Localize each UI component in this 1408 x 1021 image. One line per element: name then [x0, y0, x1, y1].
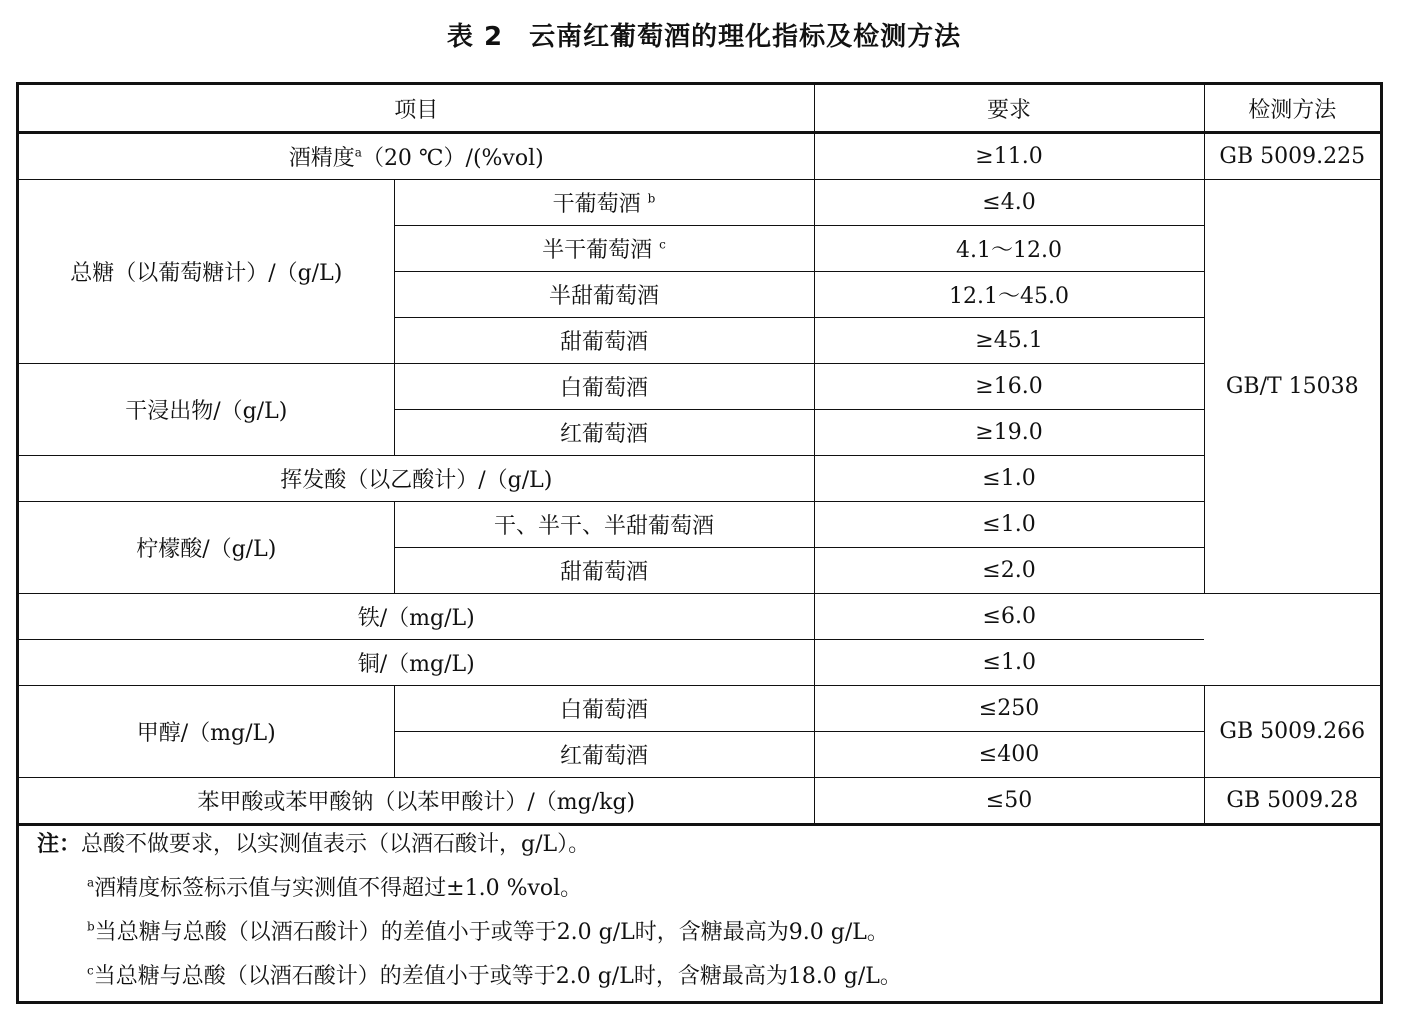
- footnote-marker: c: [87, 963, 94, 978]
- footnote-marker: a: [354, 145, 362, 160]
- sugar-label: 总糖（以葡萄糖计）/（g/L): [19, 180, 394, 364]
- sugar-sweet-sub: 甜葡萄酒: [394, 318, 814, 364]
- sugar-semi-sweet-sub: 半甜葡萄酒: [394, 272, 814, 318]
- extract-red-sub: 红葡萄酒: [394, 410, 814, 456]
- extract-white-requirement: ≥16.0: [814, 364, 1204, 410]
- sugar-dry-requirement: ≤4.0: [814, 180, 1204, 226]
- table-row: [19, 502, 1380, 548]
- alcohol-requirement: ≥11.0: [814, 133, 1204, 180]
- table-row: [19, 133, 1380, 180]
- sugar-sweet-requirement: ≥45.1: [814, 318, 1204, 364]
- table-row: [19, 594, 1380, 640]
- table-row: [19, 686, 1380, 732]
- alcohol-label-unit: （20 ℃）/(%vol): [361, 146, 544, 171]
- sugar-semi-dry-sub: [394, 226, 814, 272]
- table-row: [19, 456, 1380, 502]
- methanol-method: GB 5009.266: [1204, 686, 1380, 778]
- sugar-dry-sub: [394, 180, 814, 226]
- iron-requirement: ≤6.0: [814, 594, 1204, 640]
- copper-label: 铜/（mg/L): [19, 640, 814, 686]
- note-main-text: 总酸不做要求，以实测值表示（以酒石酸计，g/L）。: [81, 832, 591, 857]
- spec-table-frame: [16, 82, 1383, 1004]
- citric-dry-semi-requirement: ≤1.0: [814, 502, 1204, 548]
- volatile-acid-label: 挥发酸（以乙酸计）/（g/L): [19, 456, 814, 502]
- spec-table: [19, 85, 1380, 826]
- note-c: [19, 955, 1380, 999]
- citric-sweet-requirement: ≤2.0: [814, 548, 1204, 594]
- sub-label-text: 干葡萄酒: [552, 192, 641, 217]
- sub-label-text: 半干葡萄酒: [542, 238, 653, 263]
- benzoic-method: GB 5009.28: [1204, 778, 1380, 825]
- table-notes: [19, 823, 1380, 999]
- iron-label: 铁/（mg/L): [19, 594, 814, 640]
- sugar-semi-sweet-requirement: 12.1～45.0: [814, 272, 1204, 318]
- methanol-white-sub: 白葡萄酒: [394, 686, 814, 732]
- footnote-marker: b: [87, 919, 95, 934]
- methanol-label: 甲醇/（mg/L): [19, 686, 394, 778]
- note-main: [19, 823, 1380, 867]
- methanol-white-requirement: ≤250: [814, 686, 1204, 732]
- citric-sweet-sub: 甜葡萄酒: [394, 548, 814, 594]
- copper-requirement: ≤1.0: [814, 640, 1204, 686]
- extract-white-sub: 白葡萄酒: [394, 364, 814, 410]
- methanol-red-sub: 红葡萄酒: [394, 732, 814, 778]
- header-item: 项目: [19, 85, 814, 133]
- sugar-semi-dry-requirement: 4.1～12.0: [814, 226, 1204, 272]
- footnote-marker: b: [647, 191, 656, 206]
- table-row: [19, 640, 1380, 686]
- table-row: [19, 778, 1380, 825]
- table-row: [19, 364, 1380, 410]
- note-a-text: 酒精度标签标示值与实测值不得超过±1.0 %vol。: [94, 876, 583, 901]
- note-a: [19, 867, 1380, 911]
- benzoic-label: 苯甲酸或苯甲酸钠（以苯甲酸计）/（mg/kg): [19, 778, 814, 825]
- note-label: 注：: [37, 832, 82, 857]
- table-row: [19, 180, 1380, 226]
- citric-dry-semi-sub: 干、半干、半甜葡萄酒: [394, 502, 814, 548]
- footnote-marker: a: [87, 875, 95, 890]
- alcohol-label-text: 酒精度: [288, 146, 355, 171]
- header-requirement: 要求: [814, 85, 1204, 133]
- table-title: [0, 16, 1408, 53]
- alcohol-label: [19, 133, 814, 180]
- note-c-text: 当总糖与总酸（以酒石酸计）的差值小于或等于2.0 g/L时，含糖最高为18.0 g/L。: [93, 964, 902, 989]
- alcohol-method: GB 5009.225: [1204, 133, 1380, 180]
- footnote-marker: c: [659, 237, 666, 252]
- citric-label: 柠檬酸/（g/L): [19, 502, 394, 594]
- table-number: 表 2: [446, 22, 504, 52]
- shared-method: GB/T 15038: [1204, 180, 1380, 594]
- note-b: [19, 911, 1380, 955]
- extract-label: 干浸出物/（g/L): [19, 364, 394, 456]
- table-header-row: [19, 85, 1380, 133]
- header-method: 检测方法: [1204, 85, 1380, 133]
- table-title-text: 云南红葡萄酒的理化指标及检测方法: [529, 22, 962, 52]
- methanol-red-requirement: ≤400: [814, 732, 1204, 778]
- volatile-acid-requirement: ≤1.0: [814, 456, 1204, 502]
- note-b-text: 当总糖与总酸（以酒石酸计）的差值小于或等于2.0 g/L时，含糖最高为9.0 g/L。: [94, 920, 889, 945]
- benzoic-requirement: ≤50: [814, 778, 1204, 825]
- extract-red-requirement: ≥19.0: [814, 410, 1204, 456]
